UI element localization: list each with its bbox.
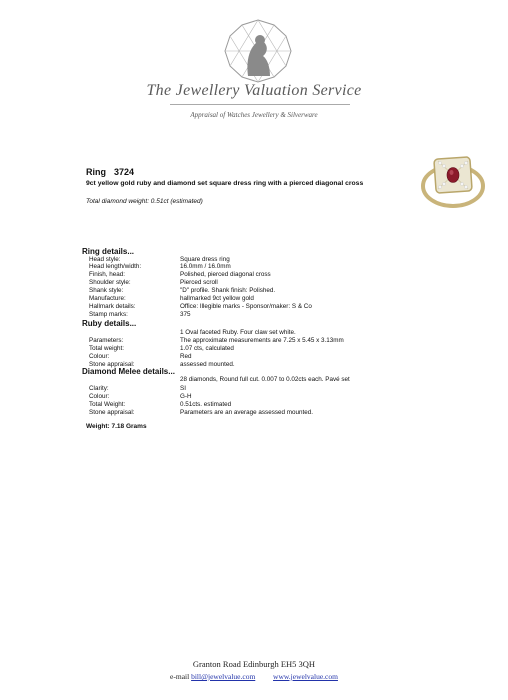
item-title xyxy=(86,167,134,177)
diamond-intro: 28 diamonds, Round full cut. 0.007 to 0.02cts each. Pavé set xyxy=(180,376,350,383)
detail-label: Parameters: xyxy=(89,337,124,344)
detail-value: 375 xyxy=(180,311,191,318)
detail-label: Stone appraisal: xyxy=(89,409,135,416)
footer-address: Granton Road Edinburgh EH5 3QH xyxy=(192,659,316,669)
ring-details-heading: Ring details... xyxy=(82,247,135,256)
detail-value: 0.51cts. estimated xyxy=(180,401,232,408)
detail-label: Total Weight: xyxy=(89,401,126,408)
diamond-details-heading: Diamond Melee details... xyxy=(82,367,175,376)
detail-label: Colour: xyxy=(89,353,110,360)
detail-label: Clarity: xyxy=(89,385,109,392)
detail-value: Polished, pierced diagonal cross xyxy=(180,271,271,278)
ring-photo xyxy=(417,150,489,210)
detail-label: Manufacture: xyxy=(89,295,126,302)
item-label: Ring xyxy=(86,167,106,177)
detail-label: Finish, head: xyxy=(89,271,126,278)
brand-name: The Jewellery Valuation Service xyxy=(146,82,362,99)
email-link[interactable]: bill@jewelvalue.com xyxy=(191,672,256,681)
detail-value: The approximate measurements are 7.25 x 5.45 x 3.13mm xyxy=(180,337,344,344)
detail-value: Square dress ring xyxy=(180,256,230,263)
item-number: 3724 xyxy=(114,167,135,177)
item-weight: Weight: 7.18 Grams xyxy=(86,423,147,430)
total-diamond-weight: Total diamond weight: 0.51ct (estimated) xyxy=(86,198,203,205)
detail-value: assessed mounted. xyxy=(180,361,235,368)
detail-label: Stamp marks: xyxy=(89,311,128,318)
detail-value: hallmarked 9ct yellow gold xyxy=(180,295,254,302)
ruby-details-heading: Ruby details... xyxy=(82,319,137,328)
detail-value: Office: Illegible marks - Sponsor/maker: S & Co xyxy=(180,303,312,310)
website-link[interactable]: www.jewelvalue.com xyxy=(273,672,338,681)
detail-value: Pierced scroll xyxy=(180,279,218,286)
header-divider xyxy=(170,104,350,105)
detail-value: Red xyxy=(180,353,192,360)
detail-value: 16.0mm / 16.0mm xyxy=(180,263,231,270)
brand-tagline: Appraisal of Watches Jewellery & Silverware xyxy=(190,111,318,119)
detail-label: Head style: xyxy=(89,256,121,263)
detail-value: G-H xyxy=(180,393,192,400)
detail-label: Colour: xyxy=(89,393,110,400)
email-label: e-mail xyxy=(170,672,190,681)
detail-value: SI xyxy=(180,385,186,392)
detail-label: Head length/width: xyxy=(89,263,142,270)
detail-value: Parameters are an average assessed mounted. xyxy=(180,409,314,416)
detail-value: "D" profile. Shank finish: Polished. xyxy=(180,287,276,294)
footer-contact xyxy=(0,672,508,681)
detail-value: 1.07 cts, calculated xyxy=(180,345,234,352)
detail-label: Shoulder style: xyxy=(89,279,131,286)
detail-label: Shank style: xyxy=(89,287,124,294)
item-description: 9ct yellow gold ruby and diamond set square dress ring with a pierced diagonal cross xyxy=(86,180,364,187)
ruby-intro: 1 Oval faceted Ruby. Four claw set white. xyxy=(180,329,296,336)
company-logo xyxy=(222,18,294,84)
detail-label: Hallmark details: xyxy=(89,303,136,310)
detail-label: Total weight: xyxy=(89,345,125,352)
detail-label: Stone appraisal: xyxy=(89,361,135,368)
